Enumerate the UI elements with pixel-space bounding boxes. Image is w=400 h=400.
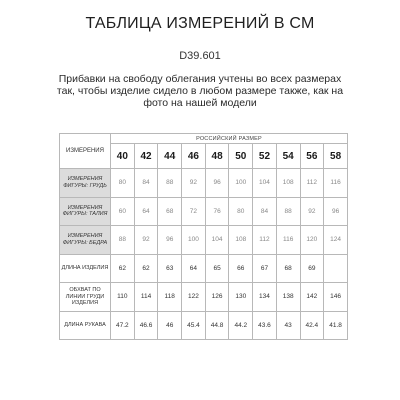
size-header-cell: 42 <box>134 144 158 169</box>
size-header-cell: 54 <box>276 144 300 169</box>
size-header-cell: 48 <box>205 144 229 169</box>
row-label: ДЛИНА ИЗДЕЛИЯ <box>60 254 111 283</box>
table-caption-row <box>60 134 348 144</box>
table-cell: 96 <box>205 169 229 198</box>
table-cell: 96 <box>324 197 348 226</box>
table-cell: 76 <box>205 197 229 226</box>
table-cell: 68 <box>276 254 300 283</box>
table-cell: 63 <box>158 254 182 283</box>
table-cell: 80 <box>111 169 135 198</box>
table-cell: 66 <box>229 254 253 283</box>
table-cell: 80 <box>229 197 253 226</box>
size-chart-table <box>59 133 348 340</box>
size-system-caption: РОССИЙСКИЙ РАЗМЕР <box>111 134 348 144</box>
table-cell: 118 <box>158 283 182 312</box>
table-row <box>60 283 348 312</box>
table-cell: 108 <box>276 169 300 198</box>
table-cell: 130 <box>229 283 253 312</box>
table-cell: 124 <box>324 226 348 255</box>
table-cell: 67 <box>253 254 277 283</box>
table-cell: 62 <box>111 254 135 283</box>
table-cell: 146 <box>324 283 348 312</box>
table-cell: 44.8 <box>205 311 229 340</box>
table-row <box>60 254 348 283</box>
table-row <box>60 226 348 255</box>
table-cell: 114 <box>134 283 158 312</box>
size-header-cell: 46 <box>182 144 206 169</box>
table-cell: 44.2 <box>229 311 253 340</box>
size-header-cell: 44 <box>158 144 182 169</box>
size-header-cell: 52 <box>253 144 277 169</box>
table-cell: 116 <box>324 169 348 198</box>
table-cell: 46 <box>158 311 182 340</box>
table-cell: 134 <box>253 283 277 312</box>
row-label: ИЗМЕРЕНИЯ ФИГУРЫ: ТАЛИЯ <box>60 197 111 226</box>
table-cell: 122 <box>182 283 206 312</box>
model-code: D39.601 <box>179 50 221 62</box>
table-cell <box>324 254 348 283</box>
size-header-cell: 56 <box>300 144 324 169</box>
size-header-cell: 58 <box>324 144 348 169</box>
table-cell: 43.6 <box>253 311 277 340</box>
row-label: ДЛИНА РУКАВА <box>60 311 111 340</box>
table-cell: 84 <box>134 169 158 198</box>
table-cell: 110 <box>111 283 135 312</box>
table-cell: 69 <box>300 254 324 283</box>
table-cell: 100 <box>182 226 206 255</box>
table-cell: 47.2 <box>111 311 135 340</box>
table-cell: 142 <box>300 283 324 312</box>
page-title: ТАБЛИЦА ИЗМЕРЕНИЙ В СМ <box>85 15 315 32</box>
table-cell: 120 <box>300 226 324 255</box>
table-cell: 116 <box>276 226 300 255</box>
row-label: ИЗМЕРЕНИЯ ФИГУРЫ: ГРУДЬ <box>60 169 111 198</box>
table-cell: 126 <box>205 283 229 312</box>
fit-description: Прибавки на свободу облегания учтены во всех размерах так, чтобы изделие сидело в любом размере также, как на фото на нашей модели <box>56 73 344 109</box>
table-cell: 92 <box>182 169 206 198</box>
table-row <box>60 169 348 198</box>
table-cell: 108 <box>229 226 253 255</box>
row-label: ИЗМЕРЕНИЯ ФИГУРЫ: БЕДРА <box>60 226 111 255</box>
table-cell: 45.4 <box>182 311 206 340</box>
table-cell: 88 <box>276 197 300 226</box>
table-cell: 104 <box>205 226 229 255</box>
table-cell: 72 <box>182 197 206 226</box>
table-cell: 46.6 <box>134 311 158 340</box>
row-label: ОБХВАТ ПО ЛИНИИ ГРУДИ ИЗДЕЛИЯ <box>60 283 111 312</box>
table-cell: 88 <box>111 226 135 255</box>
table-cell: 92 <box>300 197 324 226</box>
table-cell: 112 <box>253 226 277 255</box>
table-cell: 84 <box>253 197 277 226</box>
size-header-cell: 50 <box>229 144 253 169</box>
table-cell: 112 <box>300 169 324 198</box>
table-cell: 43 <box>276 311 300 340</box>
table-cell: 60 <box>111 197 135 226</box>
table-cell: 104 <box>253 169 277 198</box>
table-row <box>60 197 348 226</box>
measurements-header: ИЗМЕРЕНИЯ <box>60 134 111 169</box>
table-cell: 41.8 <box>324 311 348 340</box>
size-header-cell: 40 <box>111 144 135 169</box>
table-cell: 62 <box>134 254 158 283</box>
table-cell: 96 <box>158 226 182 255</box>
table-cell: 92 <box>134 226 158 255</box>
table-cell: 64 <box>182 254 206 283</box>
table-cell: 100 <box>229 169 253 198</box>
table-cell: 64 <box>134 197 158 226</box>
table-cell: 68 <box>158 197 182 226</box>
table-cell: 42.4 <box>300 311 324 340</box>
table-cell: 88 <box>158 169 182 198</box>
table-cell: 65 <box>205 254 229 283</box>
table-cell: 138 <box>276 283 300 312</box>
table-row <box>60 311 348 340</box>
